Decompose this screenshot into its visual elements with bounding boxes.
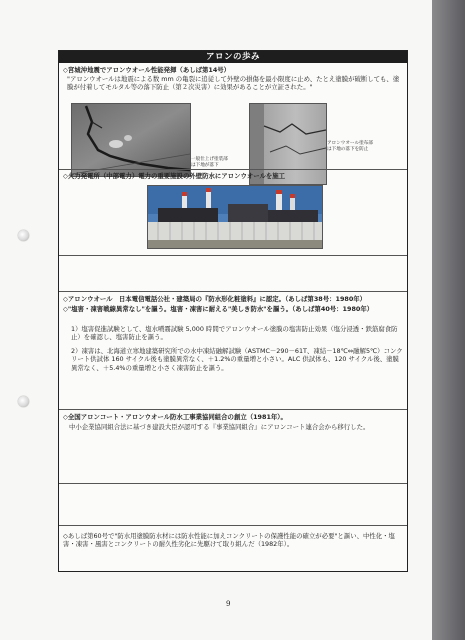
punch-hole bbox=[18, 230, 29, 241]
divider bbox=[59, 409, 407, 410]
sec3-line1: ◇アロンウオール 日本電信電話公社・建築局の『防水形化粧塗料』に認定。（あしば第38号：1980年） bbox=[63, 295, 367, 303]
divider bbox=[59, 525, 407, 526]
crack-photo-painted-wall bbox=[71, 103, 191, 177]
sec4-body: 中小企業協同組合法に基づき建設大臣が認可する『事業協同組合』にアロンコート連合会から移行した。 bbox=[69, 423, 370, 431]
divider bbox=[59, 255, 407, 256]
divider bbox=[59, 291, 407, 292]
divider bbox=[59, 483, 407, 484]
content-frame bbox=[58, 50, 408, 572]
divider bbox=[59, 169, 407, 170]
sec1-heading: ◇宮城沖地震でアロンウオール性能発揮（あしば第14号） bbox=[63, 66, 231, 74]
sec3-line2: ◇"塩害・凍害戦線異常なし"を謳う。塩害・凍害に耐える"美しき防水"を謳う。（あしば第40号：1980年） bbox=[63, 305, 374, 313]
page-title: アロンの歩み bbox=[59, 51, 407, 63]
sec3-item1: 1）塩害促進試験として、塩水噴霧試験 5,000 時間でアロンウオール塗膜の塩害防止効果（塩分浸透・鉄筋腐食防止）を確認し、塩害防止を謳う。 bbox=[71, 325, 398, 342]
sec4-heading: ◇全国アロンコート・アロンウオール防水工事業協同組合の創立（1981年）。 bbox=[63, 413, 287, 421]
sec3-item2: 2）凍害は、北海道立寒地建築研究所での水中凍結融解試験（ASTMC－290－61T、凍結－18℃⇔融解5℃）コンクリート供試体 160 サイクル後も塗膜異常なく、＋1.2%の重量増と小さい。ALC 供試体も、120 サイクル後、塗膜異常なく、＋5.4%の重量増と小さく凍害防止を謳う。 bbox=[71, 347, 403, 372]
sec5-body: ◇あしば第60号で"防水用塗膜防水材には防水性能に加えコンクリートの保護性能の確立が必要"と謳い、中性化・塩害・凍害・風害とコンクリートの耐久性劣化に先駆けて取り組んだ（1982年）。 bbox=[63, 532, 395, 549]
sec2-heading: ◇火力発電所（中部電力）電力の重要施設の外壁防水にアロンウオールを施工 bbox=[63, 172, 286, 180]
page-number: 9 bbox=[226, 600, 231, 608]
background-edge bbox=[432, 0, 465, 640]
power-plant-photo bbox=[147, 185, 323, 249]
punch-hole bbox=[18, 396, 29, 407]
caption-aronwall: アロンウオール塗布部は下地の落下を防止 bbox=[327, 141, 373, 152]
caption-painted-wall: 一般仕上げ塗装部は下地が落下 bbox=[191, 157, 228, 168]
sec1-quote: "アロンウオールは地震による数 mm の亀裂に追従して外壁の損傷を最小限度に止め、たとえ塗膜が破断しても、塗膜が付着してモルタル等の落下防止（第２次災害）に効果があることが立証された。" bbox=[67, 75, 400, 92]
